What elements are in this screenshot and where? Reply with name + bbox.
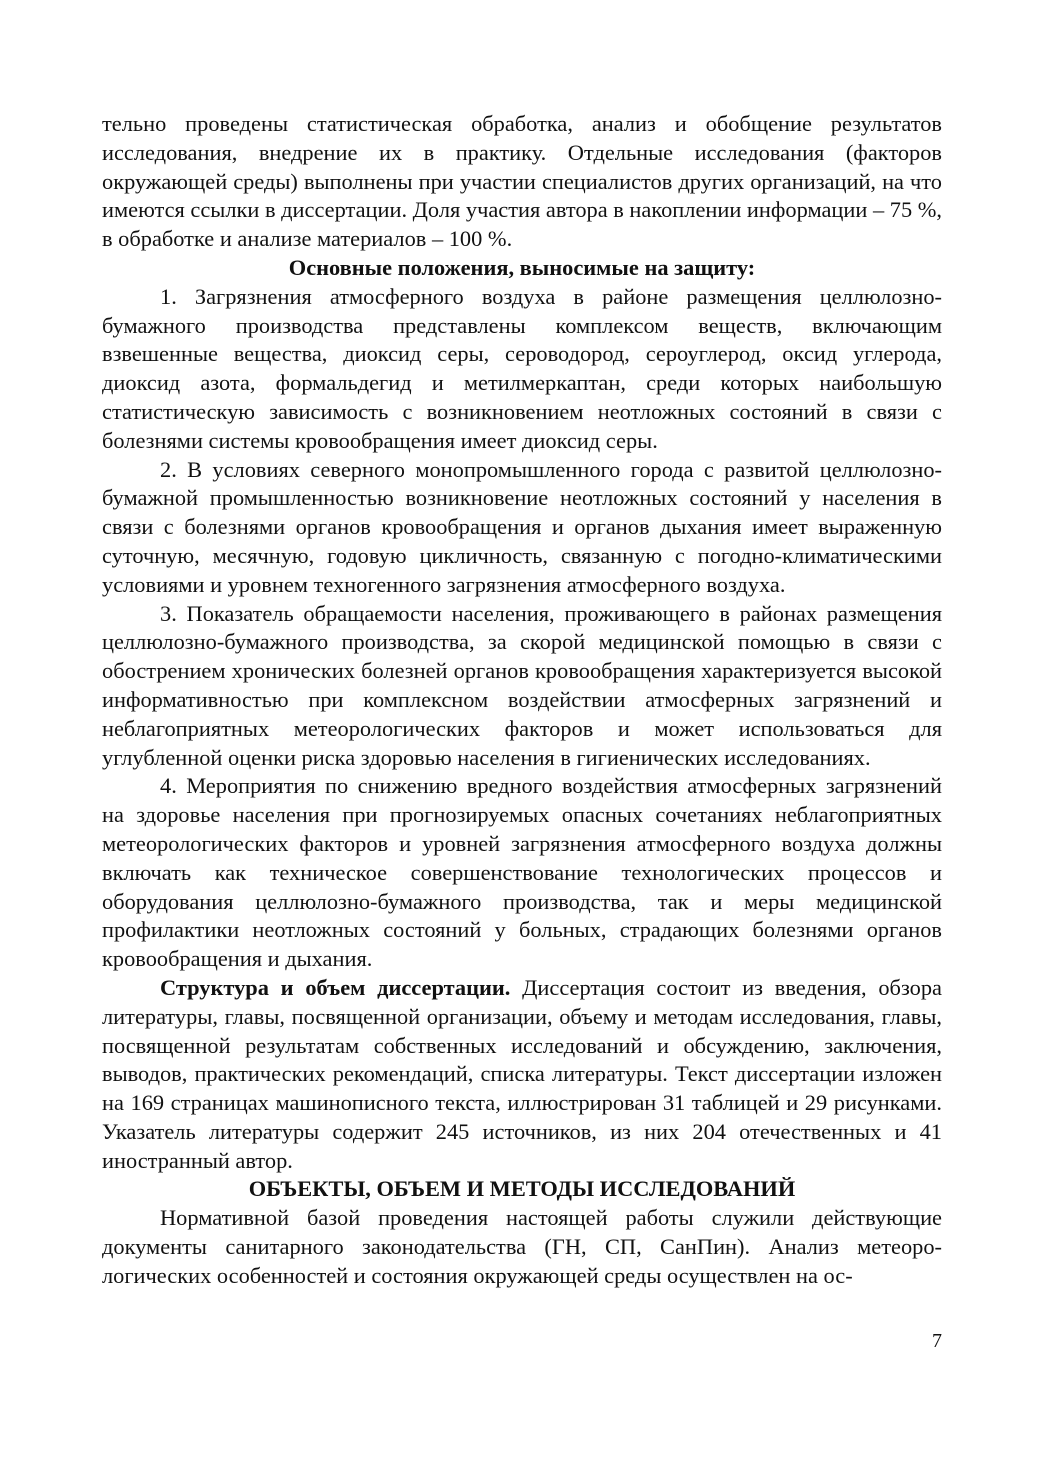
thesis-2: 2. В условиях северного монопромышленного города с развитой целлюлозно-бумажной промышленностью возникновение неотложных состояний у населения в связи с болезнями органов кровообращения и органов дыхания имеет выраженную суточную, месячную, годовую цикличность, связанную с погодно-климатическими условиями и уровнем техногенного загрязнения атмосферного воздуха. xyxy=(102,456,942,597)
methods-heading: ОБЪЕКТЫ, ОБЪЕМ И МЕТОДЫ ИССЛЕДОВАНИЙ xyxy=(248,1176,796,1202)
theses-heading: Основные положения, выносимые на защиту: xyxy=(288,254,756,280)
methods-paragraph: Нормативной базой проведения настоящей работы служили действующие документы санитарного законодательства (ГН, СП, СанПин). Анализ метеорологических особенностей и состояния окружающей среды осуществлен на ос- xyxy=(102,1205,942,1288)
thesis-4: 4. Мероприятия по снижению вредного воздействия атмосферных загрязнений на здоровье населения при прогнозируемых опасных сочетаниях неблагоприятных метеорологических факторов и уровней загрязнения атмосферного воздуха должны включать как техническое совершенствование технологических процессов и оборудования целлюлозно-бумажного производства, так и меры медицинской профилактики неотложных состояний у больных, страдающих болезнями органов кровообращения и дыхания. xyxy=(102,773,942,972)
thesis-3: 3. Показатель обращаемости населения, проживающего в районах размещения целлюлозно-бумажного производства, за скорой медицинской помощью в связи с обострением хронических болезней органов кровообращения характеризуется высокой информативностью при комплексном воздействии атмосферных загрязнений и неблагоприятных метеорологических факторов и может использоваться для углубленной оценки риска здоровью населения в гигиенических исследованиях. xyxy=(102,600,942,770)
document-page xyxy=(102,110,942,1291)
structure-paragraph xyxy=(102,974,942,1176)
intro-paragraph: тельно проведены статистическая обработка, анализ и обобщение результатов исследования, внедрение их в практику. Отдельные исследования (факторов окружающей среды) выполнены при участии специалистов других организаций, на что имеются ссылки в диссертации. Доля участия автора в накоплении информации – 75 %, в обработке и анализе материалов – 100 %. xyxy=(102,111,942,252)
page-number: 7 xyxy=(932,1330,942,1352)
structure-lead: Структура и объем диссертации. xyxy=(160,974,511,1000)
thesis-1: 1. Загрязнения атмосферного воздуха в районе размещения целлюлозно-бумажного производства представлены комплексом веществ, включающим взвешенные вещества, диоксид серы, сероводород, сероуглерод, оксид углерода, диоксид азота, формальдегид и метилмеркаптан, среди которых наибольшую статистическую зависимость с возникновением неотложных состояний в связи с болезнями системы кровообращения имеет диоксид серы. xyxy=(102,283,942,453)
structure-text: Диссертация состоит из введения, обзора литературы, главы, посвященной организации, объему и методам исследования, главы, посвященной результатам собственных исследований и обсуждению, заключения, выводов, практических рекомендаций, списка литературы. Текст диссертации изложен на 169 страницах машинописного текста, иллюстрирован 31 таблицей и 29 рисунками. Указатель литературы содержит 245 источников, из них 204 отечественных и 41 иностранный автор. xyxy=(102,974,942,1173)
